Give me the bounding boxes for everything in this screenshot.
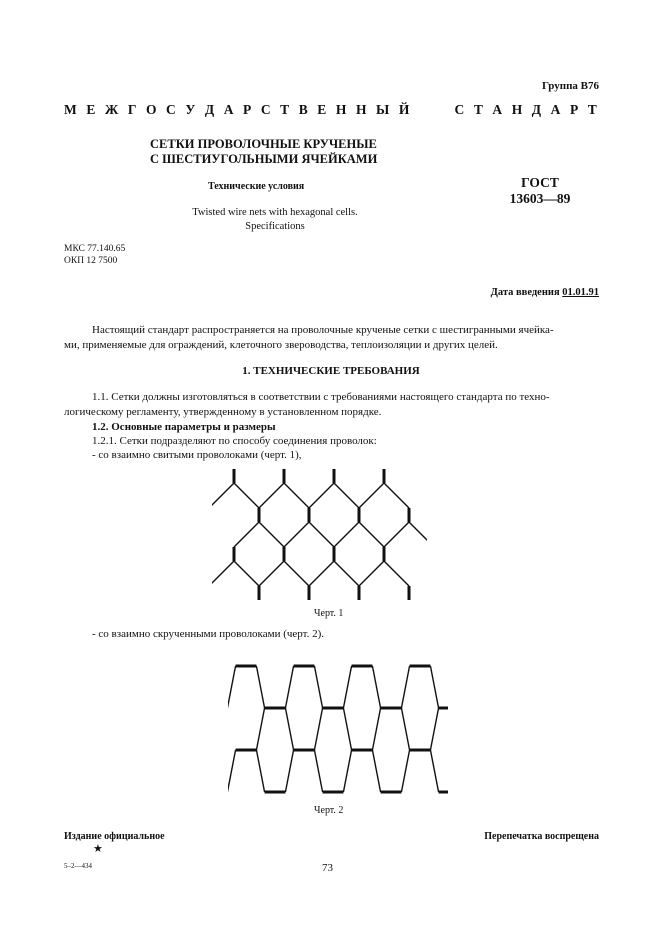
page-number: 73: [322, 862, 333, 874]
effective-date: [491, 287, 599, 298]
mesh-wire: [284, 522, 309, 547]
official-edition-label: Издание официальное: [64, 831, 165, 842]
intro-line-2: ми, применяемые для ограждений, клеточного звероводства, теплоизоляции и других целей.: [64, 339, 498, 351]
mesh-wire: [430, 750, 438, 792]
figure-1-mesh-drawing: [212, 462, 427, 607]
mesh-wire: [334, 522, 359, 547]
okp-code: ОКП 12 7500: [64, 256, 118, 266]
mesh-wire: [401, 750, 409, 792]
banner_left-letter: М: [64, 102, 77, 117]
mesh-wire: [309, 483, 334, 508]
figure-2-mesh-drawing: [228, 648, 448, 803]
mesh-wire: [359, 483, 384, 508]
document-subtitle: Технические условия: [208, 181, 305, 192]
mesh-wire: [334, 483, 359, 508]
list-item-2: - со взаимно скрученными проволоками (черт. 2).: [92, 628, 325, 640]
standard-banner: [64, 102, 597, 118]
banner_left-letter: В: [298, 102, 308, 117]
mesh-wire: [285, 750, 293, 792]
mesh-wire: [284, 561, 309, 586]
banner_right-letter: Д: [531, 102, 542, 117]
banner_right-letter: Т: [587, 102, 597, 117]
mesh-wire: [384, 483, 409, 508]
paragraph-1-1-line-1: 1.1. Сетки должны изготовляться в соответствии с требованиями настоящего стандарта по техно-: [92, 391, 550, 403]
mesh-wire: [401, 708, 409, 750]
mesh-wire: [343, 750, 351, 792]
figure-1-caption: Черт. 1: [314, 608, 344, 619]
banner_left-letter: Н: [355, 102, 367, 117]
banner_left-letter: Й: [398, 102, 410, 117]
gost-label: ГОСТ: [521, 175, 559, 190]
mesh-wire: [314, 666, 322, 708]
english-title: [150, 206, 400, 234]
mesh-wire: [314, 708, 322, 750]
banner_left-letter: С: [166, 102, 176, 117]
banner_left-letter: Д: [204, 102, 215, 117]
figure-2-caption: Черт. 2: [314, 805, 344, 816]
banner-gap: [419, 102, 445, 118]
mesh-wire: [401, 666, 409, 708]
mesh-wire: [430, 666, 438, 708]
mesh-wire: [256, 666, 264, 708]
mesh-wire: [259, 522, 284, 547]
mesh-wire: [309, 522, 334, 547]
effective-date-label: Дата введения: [490, 287, 560, 298]
mesh-wire: [359, 522, 384, 547]
banner_left-letter: Ы: [376, 102, 390, 117]
section-heading: 1. ТЕХНИЧЕСКИЕ ТРЕБОВАНИЯ: [242, 365, 420, 377]
paragraph-1-2-1: 1.2.1. Сетки подразделяют по способу соединения проволок:: [92, 435, 377, 447]
mesh-wire: [372, 708, 380, 750]
intro-paragraph: [64, 323, 598, 353]
mesh-wire: [259, 561, 284, 586]
banner_left-letter: А: [223, 102, 234, 117]
banner_left-letter: Ж: [104, 102, 119, 117]
mesh-wire: [234, 483, 259, 508]
english-title-line-2: Specifications: [245, 221, 305, 232]
gost-code: 13603—89: [509, 191, 571, 206]
mesh-wire: [228, 666, 236, 708]
mesh-wire: [343, 666, 351, 708]
banner_left-letter: Е: [86, 102, 96, 117]
gost-number: [505, 175, 575, 207]
group-code: Группа В76: [541, 80, 599, 92]
banner_left-letter: С: [260, 102, 271, 117]
mesh-wire: [309, 561, 334, 586]
banner_right-letter: Т: [473, 102, 483, 117]
classification-codes: [64, 243, 125, 267]
intro-line-1: Настоящий стандарт распространяется на проволочные крученые сетки с шестигранными ячейка-: [92, 324, 554, 336]
mesh-wire: [285, 666, 293, 708]
banner_right-letter: Р: [569, 102, 579, 117]
mesh-wire: [384, 561, 409, 586]
mesh-wire: [285, 708, 293, 750]
star-mark: ★: [93, 843, 103, 855]
banner_left-letter: Т: [280, 102, 290, 117]
mesh-wire: [409, 522, 427, 547]
mesh-wire: [212, 561, 234, 586]
title-line-1: СЕТКИ ПРОВОЛОЧНЫЕ КРУЧЕНЫЕ: [150, 137, 377, 151]
reprint-prohibited-label: Перепечатка воспрещена: [484, 831, 599, 842]
effective-date-value: 01.01.91: [562, 287, 599, 298]
mesh-wire: [259, 483, 284, 508]
mesh-wire: [314, 750, 322, 792]
list-item-1: - со взаимно свитыми проволоками (черт. 1),: [92, 449, 302, 461]
banner_right-letter: С: [454, 102, 465, 117]
paragraph-1-1-line-2: логическому регламенту, утвержденному в установленном порядке.: [64, 406, 382, 418]
print-code: 5–2—434: [64, 862, 92, 870]
banner_left-letter: Р: [243, 102, 252, 117]
mesh-wire: [384, 522, 409, 547]
mesh-wire: [430, 708, 438, 750]
banner_right-letter: А: [492, 102, 503, 117]
mesh-wire: [256, 708, 264, 750]
mesh-wire: [212, 483, 234, 508]
mesh-wire: [343, 708, 351, 750]
mesh-wire: [359, 561, 384, 586]
banner_left-letter: Г: [127, 102, 137, 117]
banner_left-letter: Н: [335, 102, 347, 117]
mesh-wire: [256, 750, 264, 792]
mesh-wire: [372, 750, 380, 792]
title-line-2: С ШЕСТИУГОЛЬНЫМИ ЯЧЕЙКАМИ: [150, 152, 378, 166]
mesh-wire: [284, 483, 309, 508]
mesh-wire: [234, 522, 259, 547]
document-title: [150, 137, 410, 167]
banner_left-letter: У: [185, 102, 196, 117]
mesh-wire: [228, 750, 236, 792]
mesh-wire: [234, 561, 259, 586]
mesh-wire: [334, 561, 359, 586]
mesh-wire: [372, 666, 380, 708]
banner_right-letter: Н: [511, 102, 523, 117]
banner_right-letter: А: [550, 102, 561, 117]
mks-code: МКС 77.140.65: [64, 244, 126, 254]
english-title-line-1: Twisted wire nets with hexagonal cells.: [192, 207, 358, 218]
paragraph-1-1: [64, 390, 598, 420]
paragraph-1-2: 1.2. Основные параметры и размеры: [92, 421, 276, 433]
banner_left-letter: Е: [317, 102, 327, 117]
banner_left-letter: О: [145, 102, 157, 117]
